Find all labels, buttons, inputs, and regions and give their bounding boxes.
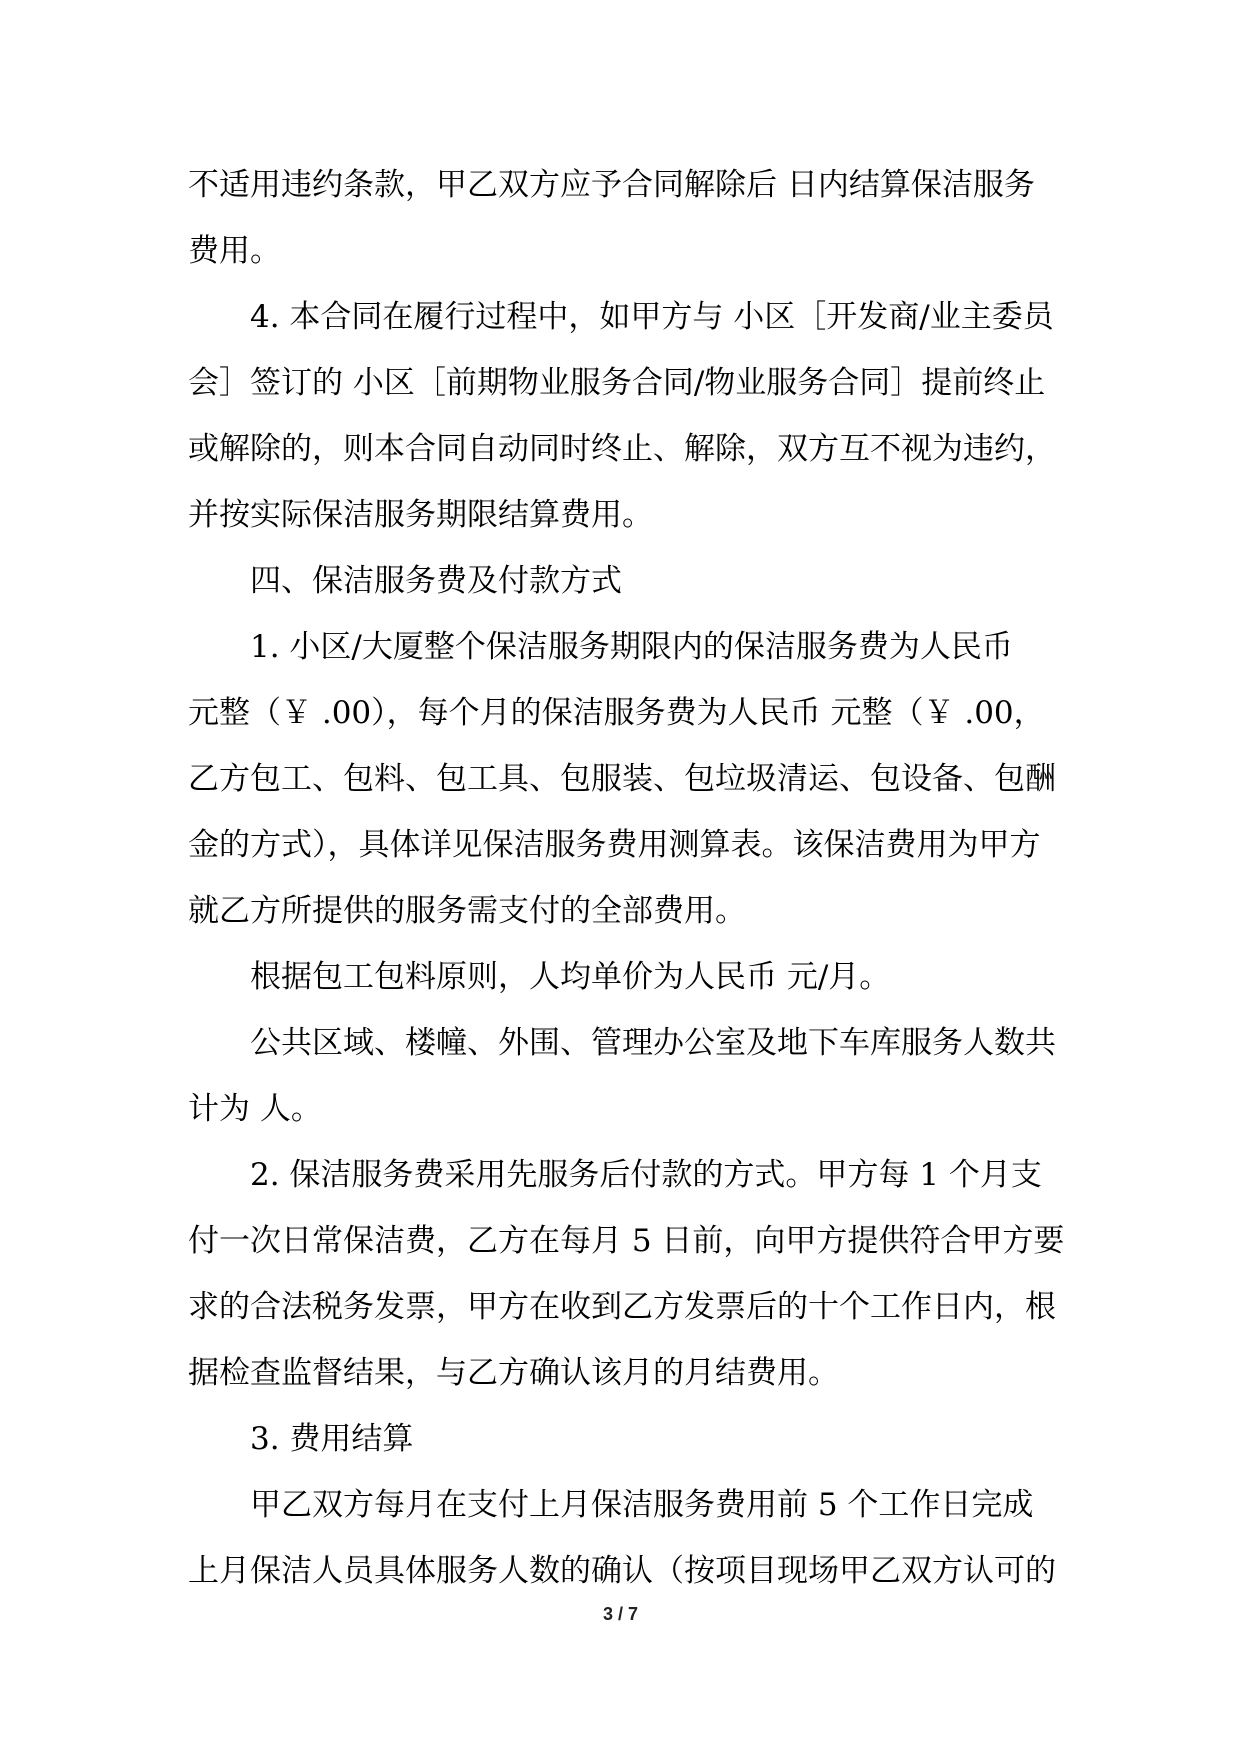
text-line: 1. 小区/大厦整个保洁服务期限内的保洁服务费为人民币 — [250, 629, 1013, 665]
text-line: 就乙方所提供的服务需支付的全部费用。 — [188, 893, 746, 929]
text-line: 元整（￥ .00），每个月的保洁服务费为人民币 元整（￥ .00， — [188, 695, 1045, 731]
text-line: 并按实际保洁服务期限结算费用。 — [188, 497, 653, 533]
text-line: 会］签订的 小区［前期物业服务合同/物业服务合同］提前终止 — [188, 365, 1046, 401]
text-line: 甲乙双方每月在支付上月保洁服务费用前 5 个工作日完成 — [250, 1487, 1034, 1523]
text-line: 求的合法税务发票，甲方在收到乙方发票后的十个工作日内，根 — [188, 1289, 1056, 1325]
text-line: 据检查监督结果，与乙方确认该月的月结费用。 — [188, 1355, 839, 1391]
document-body — [188, 152, 1065, 1604]
page-number: 3 / 7 — [602, 1604, 639, 1624]
text-line: 3. 费用结算 — [250, 1421, 414, 1457]
text-line: 乙方包工、包料、包工具、包服装、包垃圾清运、包设备、包酬 — [188, 761, 1056, 797]
text-line: 或解除的，则本合同自动同时终止、解除，双方互不视为违约， — [188, 431, 1056, 467]
text-line: 不适用违约条款，甲乙双方应予合同解除后 日内结算保洁服务 — [188, 167, 1035, 203]
text-line: 上月保洁人员具体服务人数的确认（按项目现场甲乙双方认可的 — [188, 1553, 1056, 1589]
text-line: 计为 人。 — [188, 1091, 322, 1127]
text-line: 费用。 — [188, 233, 281, 269]
text-line: 金的方式），具体详见保洁服务费用测算表。该保洁费用为甲方 — [188, 827, 1041, 863]
text-line: 4. 本合同在履行过程中，如甲方与 小区［开发商/业主委员 — [250, 299, 1054, 335]
text-line: 付一次日常保洁费，乙方在每月 5 日前，向甲方提供符合甲方要 — [188, 1223, 1065, 1259]
text-line: 2. 保洁服务费采用先服务后付款的方式。甲方每 1 个月支 — [250, 1157, 1042, 1193]
text-line: 根据包工包料原则，人均单价为人民币 元/月。 — [250, 959, 891, 995]
text-line: 公共区域、楼幢、外围、管理办公室及地下车库服务人数共 — [250, 1025, 1056, 1061]
section-heading: 四、保洁服务费及付款方式 — [250, 563, 622, 599]
